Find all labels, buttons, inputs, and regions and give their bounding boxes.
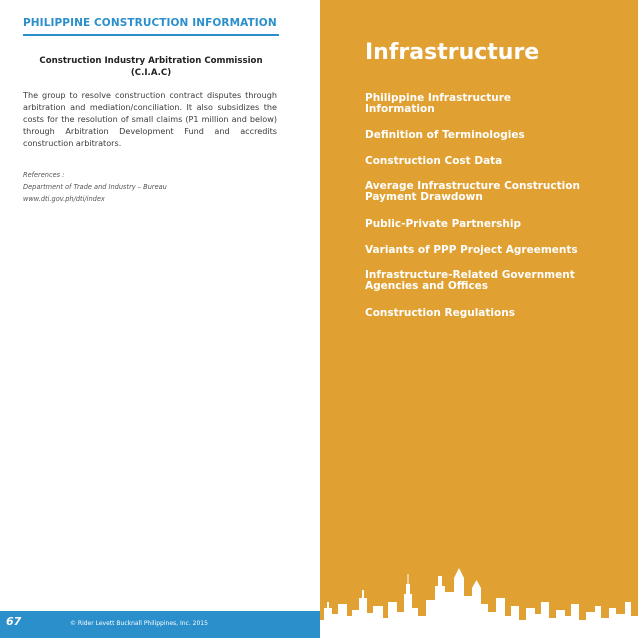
section-title-line: Construction Industry Arbitration Commission (39, 56, 263, 66)
menu-item-label: Definition of Terminologies (365, 129, 525, 141)
menu-item-definition-of-terminologies[interactable] (365, 130, 615, 141)
header-divider (23, 34, 279, 36)
menu-item-label: Information (365, 103, 435, 115)
references (23, 170, 279, 205)
menu-item-construction-cost-data[interactable] (365, 156, 615, 167)
section-title (23, 55, 279, 79)
menu-item-label: Agencies and Offices (365, 280, 489, 292)
menu-item-public-private-partnership[interactable] (365, 219, 615, 230)
menu-item-label: Average Infrastructure Construction (365, 180, 580, 192)
menu-item-infrastructure-related-government-agencies[interactable] (365, 270, 615, 292)
copyright-text: © Rider Levett Bucknall Philippines, Inc. 2015 (70, 620, 208, 627)
page-number: 67 (6, 615, 22, 628)
section-body: The group to resolve construction contract disputes through arbitration and mediation/conciliation. It also subsidizes the costs for the resolution of small claims (P1 million and below) through Arbitration Development Fund and accredits construction arbitrators. (23, 90, 277, 149)
reference-link[interactable]: www.dti.gov.ph/dti/index (23, 194, 105, 203)
menu-item-construction-regulations[interactable] (365, 308, 615, 319)
menu-item-label: Variants of PPP Project Agreements (365, 244, 578, 256)
references-label: References : (23, 171, 65, 179)
right-panel (320, 0, 638, 638)
menu-item-average-infrastructure-construction-payment-drawdown[interactable] (365, 181, 615, 203)
menu-item-philippine-infrastructure-information[interactable] (365, 93, 615, 115)
menu-item-variants-of-ppp-project-agreements[interactable] (365, 245, 615, 256)
menu-item-label: Payment Drawdown (365, 191, 483, 203)
page-header: PHILIPPINE CONSTRUCTION INFORMATION (23, 17, 277, 29)
menu-item-label: Infrastructure-Related Government (365, 269, 575, 281)
menu-item-label: Public-Private Partnership (365, 218, 521, 230)
section-title-line: (C.I.A.C) (130, 68, 172, 78)
menu-item-label: Construction Cost Data (365, 155, 503, 167)
panel-title: Infrastructure (365, 40, 540, 65)
footer-bar (0, 611, 320, 638)
reference-line: Department of Trade and Industry – Bureau (23, 182, 167, 191)
city-skyline-illustration (320, 558, 638, 638)
menu-item-label: Construction Regulations (365, 307, 515, 319)
menu-item-label: Philippine Infrastructure (365, 92, 512, 104)
